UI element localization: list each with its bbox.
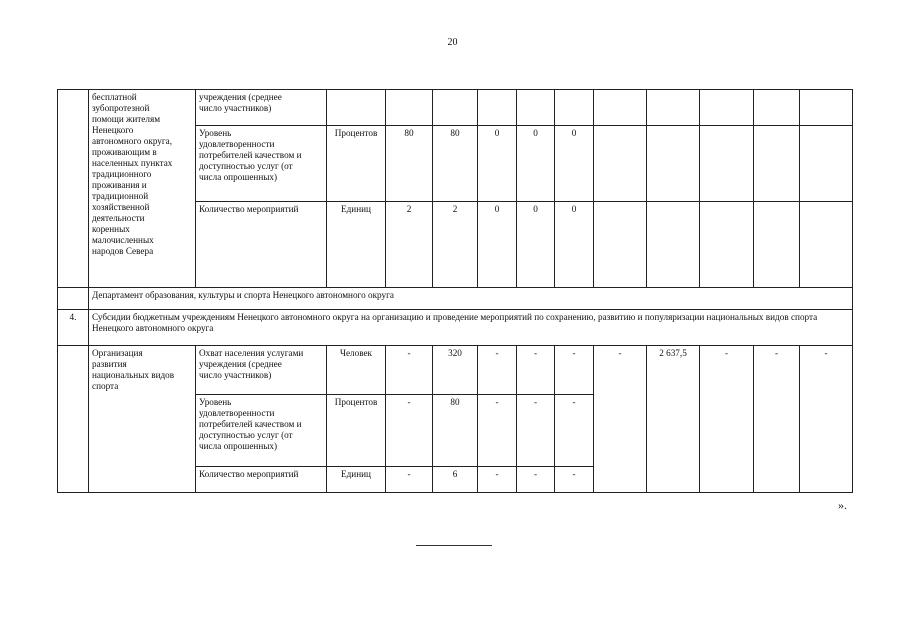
- unit-cell: Единиц: [327, 202, 386, 288]
- finance-cell: [594, 202, 647, 288]
- value-cell: [386, 90, 433, 126]
- measure-name-cell: бесплатной зубопротезной помощи жителям Ненецкого автономного округа, проживающим в населенных пунктах традиционного проживания и традиционной хозяйственной деятельности коренных малочисленных народов Севера: [89, 90, 196, 288]
- value-cell: [433, 90, 478, 126]
- number-cell-empty: [58, 288, 89, 310]
- value-cell: 0: [478, 202, 517, 288]
- indicator-name-cell: учреждения (среднее число участников): [196, 90, 327, 126]
- value-cell: 0: [517, 126, 555, 202]
- section-title: Субсидии бюджетным учреждениям Ненецкого автономного округа на организацию и проведение мероприятий по сохранению, развитию и популяризации национальных видов спорта Ненецкого автономного округа: [89, 310, 853, 346]
- value-cell: 0: [517, 202, 555, 288]
- finance-cell: -: [754, 346, 800, 493]
- finance-cell: [754, 202, 800, 288]
- value-cell: 80: [433, 395, 478, 467]
- finance-cell: [647, 202, 700, 288]
- value-cell: 80: [433, 126, 478, 202]
- value-cell: 80: [386, 126, 433, 202]
- finance-cell: [754, 126, 800, 202]
- value-cell: [555, 90, 594, 126]
- finance-cell: [800, 126, 853, 202]
- finance-cell: -: [594, 346, 647, 493]
- value-cell: 2: [433, 202, 478, 288]
- value-cell: 0: [555, 202, 594, 288]
- finance-cell: [700, 202, 754, 288]
- finance-cell: [800, 202, 853, 288]
- program-table: [57, 89, 853, 493]
- number-cell-empty: [58, 90, 89, 288]
- value-cell: [517, 90, 555, 126]
- indicator-name-cell: Уровень удовлетворенности потребителей качеством и доступностью услуг (от числа опрошенных): [196, 126, 327, 202]
- table-row: [58, 346, 853, 395]
- indicator-name-cell: Охват населения услугами учреждения (среднее число участников): [196, 346, 327, 395]
- value-cell: -: [386, 395, 433, 467]
- value-cell: -: [478, 395, 517, 467]
- unit-cell: Человек: [327, 346, 386, 395]
- table-row: [58, 310, 853, 346]
- finance-cell: [700, 90, 754, 126]
- section-number: 4.: [58, 310, 89, 346]
- value-cell: -: [386, 346, 433, 395]
- finance-cell: [647, 126, 700, 202]
- value-cell: -: [555, 467, 594, 493]
- value-cell: 6: [433, 467, 478, 493]
- finance-cell: [800, 90, 853, 126]
- value-cell: 0: [555, 126, 594, 202]
- finance-cell: [754, 90, 800, 126]
- finance-cell: [647, 90, 700, 126]
- value-cell: [478, 90, 517, 126]
- finance-cell: -: [800, 346, 853, 493]
- value-cell: -: [478, 346, 517, 395]
- table-row: [58, 90, 853, 126]
- value-cell: -: [517, 346, 555, 395]
- finance-cell: [700, 126, 754, 202]
- table-row: [58, 288, 853, 310]
- value-cell: 0: [478, 126, 517, 202]
- value-cell: -: [517, 395, 555, 467]
- finance-cell: -: [700, 346, 754, 493]
- indicator-name-cell: Уровень удовлетворенности потребителей качеством и доступностью услуг (от числа опрошенных): [196, 395, 327, 467]
- value-cell: -: [386, 467, 433, 493]
- value-cell: 2: [386, 202, 433, 288]
- value-cell: -: [478, 467, 517, 493]
- unit-cell: Процентов: [327, 395, 386, 467]
- number-cell-empty: [58, 346, 89, 493]
- measure-name-cell: Организация развития национальных видов спорта: [89, 346, 196, 493]
- page-number: 20: [447, 37, 458, 48]
- footer-divider: [416, 545, 492, 546]
- closing-quote: ».: [838, 498, 847, 512]
- indicator-name-cell: Количество мероприятий: [196, 467, 327, 493]
- value-cell: -: [517, 467, 555, 493]
- unit-cell: Единиц: [327, 467, 386, 493]
- finance-cell: [594, 126, 647, 202]
- unit-cell: [327, 90, 386, 126]
- indicator-name-cell: Количество мероприятий: [196, 202, 327, 288]
- finance-cell: [594, 90, 647, 126]
- value-cell: 320: [433, 346, 478, 395]
- department-heading: Департамент образования, культуры и спорта Ненецкого автономного округа: [89, 288, 853, 310]
- finance-cell: 2 637,5: [647, 346, 700, 493]
- value-cell: -: [555, 346, 594, 395]
- value-cell: -: [555, 395, 594, 467]
- unit-cell: Процентов: [327, 126, 386, 202]
